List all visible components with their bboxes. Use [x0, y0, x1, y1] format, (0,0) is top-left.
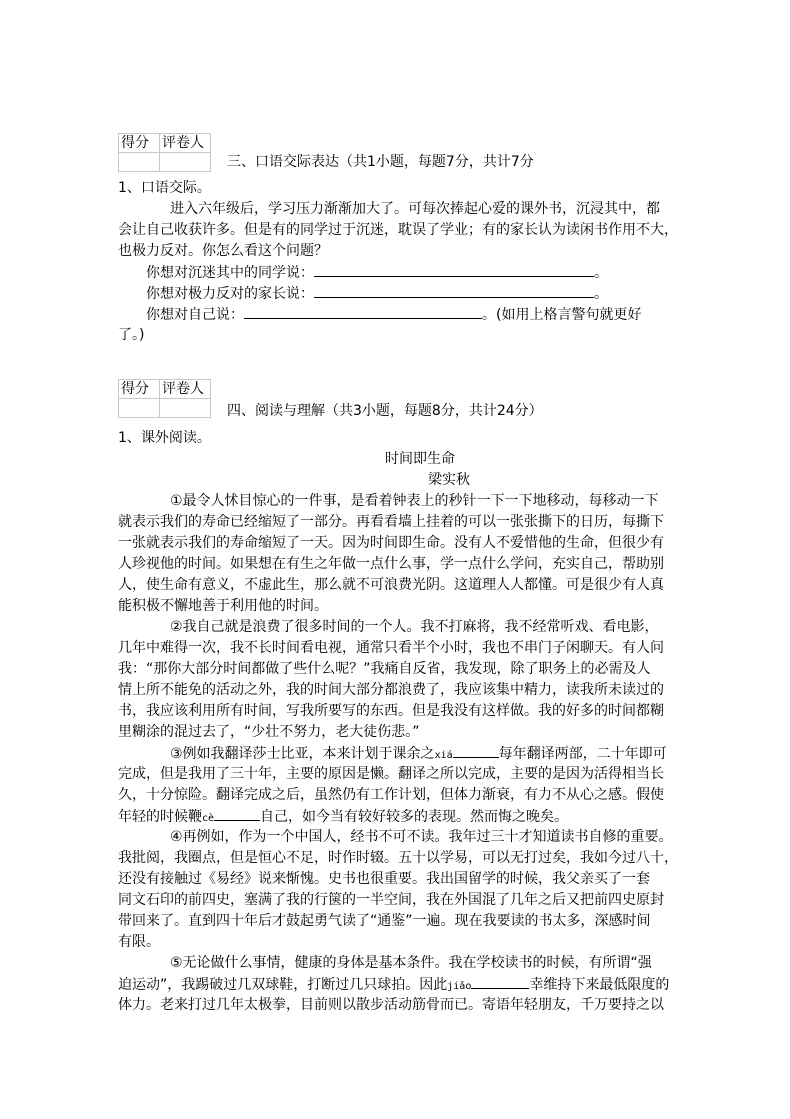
line-text: 我批阅，我圈点，但是恒心不足，时作时辍。五十以学易，可以无打过矣，我如今过八十， — [118, 850, 678, 866]
pinyin-hint: cè — [202, 813, 215, 824]
question-label: 1、口语交际。 — [118, 180, 211, 196]
line-text: 人珍视他的时间。如果想在有生之年做一点什么事，学一点什么学问，充实自己，帮助别 — [118, 556, 664, 572]
article-line — [118, 953, 678, 974]
line-text: ②我自己就是浪费了很多时间的一个人。我不打麻将，我不经常听戏、看电影， — [170, 619, 659, 635]
article-line — [118, 638, 678, 659]
score-table-section3 — [118, 133, 211, 172]
line-text: 自己，如今当有较好较多的表现。然而悔之晚矣。 — [260, 809, 569, 825]
line-text: 每年翻译两部，二十年即可 — [498, 746, 667, 762]
line-text: 年轻的时候鞭 — [118, 809, 202, 825]
line-text: 情上所不能免的活动之外，我的时间大部分都浪费了，我应该集中精力，读我所未读过的 — [118, 682, 664, 698]
score-header: 得分 — [119, 380, 160, 399]
article-line — [118, 533, 678, 554]
line-text: 几年中难得一次，我不长时间看电视，通常只看半个小时，我也不串门子闲聊天。有人问 — [118, 640, 664, 656]
line-text: 能积极不懈地善于利用他的时间。 — [118, 598, 328, 614]
line-text: 有限。 — [118, 934, 160, 950]
article-line — [118, 785, 678, 806]
article-line — [118, 911, 678, 932]
line-text: 完成，但是我用了三十年，主要的原因是懒。翻译之所以完成，主要的是因为活得相当长 — [118, 766, 664, 782]
line-text: ④再例如，作为一个中国人，经书不可不读。我年过三十才知道读书自修的重要。 — [170, 829, 673, 845]
prompt-label: 你想对极力反对的家长说： — [146, 286, 314, 302]
line-text: 迫运动”，我踢破过几双球鞋，打断过几只球拍。因此 — [118, 977, 448, 993]
line-text: 幸维持下来最低限度的 — [529, 977, 670, 993]
article-line — [118, 995, 678, 1016]
grader-cell[interactable] — [160, 153, 211, 172]
line-text: ③例如我翻译莎士比亚，本来计划于课余之 — [170, 746, 435, 762]
article-line — [118, 869, 678, 890]
grader-cell[interactable] — [160, 399, 211, 418]
line-text: 同文石印的前四史，塞满了我的行箧的一半空间，我在外国混了几年之后又把前四史原封 — [118, 892, 664, 908]
article-line — [118, 764, 678, 785]
score-cell[interactable] — [119, 153, 160, 172]
punct: 。 — [594, 265, 608, 281]
line-text: 还没有接触过《易经》说来惭愧。史书也很重要。我出国留学的时候，我父亲买了一套 — [118, 871, 650, 887]
line-text: 带回来了。直到四十年后才鼓起勇气读了“通鉴”一遍。现在我要读的书太多，深感时间 — [118, 913, 651, 929]
section3-body — [118, 178, 678, 346]
score-table-section4 — [118, 379, 211, 418]
text-line: 会让自己收获许多。但是有的同学过于沉迷，耽误了学业；有的家长认为读闲书作用不大， — [118, 222, 678, 238]
answer-blank-3[interactable] — [244, 304, 482, 319]
line-text: ①最令人怵目惊心的一件事，是看着钟表上的秒针一下一下地移动，每移动一下 — [170, 493, 659, 509]
prompt-line-2 — [118, 283, 678, 304]
article-line — [118, 722, 678, 743]
article-line — [118, 680, 678, 701]
score-cell[interactable] — [119, 399, 160, 418]
line-text: 体力。老来打过几年太极拳，目前则以散步活动筋骨而已。寄语年轻朋友，千万要持之以 — [118, 997, 664, 1013]
article-author: 梁实秋 — [428, 472, 470, 488]
prompt-label: 你想对自己说： — [146, 307, 244, 323]
score-header: 得分 — [119, 134, 160, 153]
article-line — [118, 890, 678, 911]
article-line — [118, 743, 678, 764]
fill-blank[interactable] — [471, 974, 529, 989]
line-text: 里糊涂的混过去了，“少壮不努力，老大徒伤悲。” — [118, 724, 420, 740]
section4-body — [118, 428, 678, 1016]
article-line — [118, 575, 678, 596]
article-line — [118, 512, 678, 533]
article-line — [118, 932, 678, 953]
answer-blank-1[interactable] — [314, 262, 594, 277]
article-line — [118, 848, 678, 869]
article-line — [118, 596, 678, 617]
pinyin-hint: jiǎo — [447, 981, 472, 992]
article-line — [118, 491, 678, 512]
grader-header: 评卷人 — [160, 134, 211, 153]
prompt-label: 你想对沉迷其中的同学说： — [146, 265, 314, 281]
article-line — [118, 701, 678, 722]
text-line: 了。) — [118, 327, 145, 343]
line-text: 一张就表示我们的寿命缩短了一天。因为时间即生命。没有人不爱惜他的生命，但很少有 — [118, 535, 664, 551]
punct: 。 — [594, 286, 608, 302]
line-text: 就表示我们的寿命已经缩短了一部分。再看看墙上挂着的可以一张张撕下的日历，每撕下 — [118, 514, 664, 530]
grader-header: 评卷人 — [160, 380, 211, 399]
section4-heading: 四、阅读与理解（共3小题，每题8分，共计24分） — [227, 403, 543, 419]
article-title: 时间即生命 — [385, 451, 455, 467]
question-label: 1、课外阅读。 — [118, 430, 211, 446]
line-text: 我：“那你大部分时间都做了些什么呢？”我痛自反省，我发现，除了职务上的必需及人 — [118, 661, 651, 677]
line-text: 久，十分惊险。翻译完成之后，虽然仍有工作计划，但体力渐衰，有力不从心之感。假使 — [118, 787, 664, 803]
text-line: 也极力反对。你怎么看这个问题？ — [118, 243, 328, 259]
prompt-note: 。(如用上格言警句就更好 — [482, 307, 642, 323]
fill-blank[interactable] — [453, 743, 499, 758]
article-line — [118, 659, 678, 680]
line-text: ⑤无论做什么事情，健康的身体是基本条件。我在学校读书的时候，有所谓“强 — [170, 955, 652, 971]
line-text: 书，我应该利用所有时间，写我所要写的东西。但是我没有这样做。我的好多的时间都糊 — [118, 703, 664, 719]
prompt-line-3 — [118, 304, 678, 325]
line-text: 人，使生命有意义，不虚此生，那么就不可浪费光阴。这道理人人都懂。可是很少有人真 — [118, 577, 664, 593]
article-line — [118, 974, 678, 995]
prompt-line-1 — [118, 262, 678, 283]
fill-blank[interactable] — [214, 806, 260, 821]
article-line — [118, 827, 678, 848]
article-text — [118, 491, 678, 1016]
article-line — [118, 554, 678, 575]
article-line — [118, 806, 678, 827]
text-line: 进入六年级后，学习压力渐渐加大了。可每次捧起心爱的课外书，沉浸其中，都 — [170, 201, 660, 217]
pinyin-hint: xiá — [434, 750, 453, 761]
answer-blank-2[interactable] — [314, 283, 594, 298]
article-line — [118, 617, 678, 638]
section3-heading: 三、口语交际表达（共1小题，每题7分，共计7分 — [227, 154, 534, 170]
